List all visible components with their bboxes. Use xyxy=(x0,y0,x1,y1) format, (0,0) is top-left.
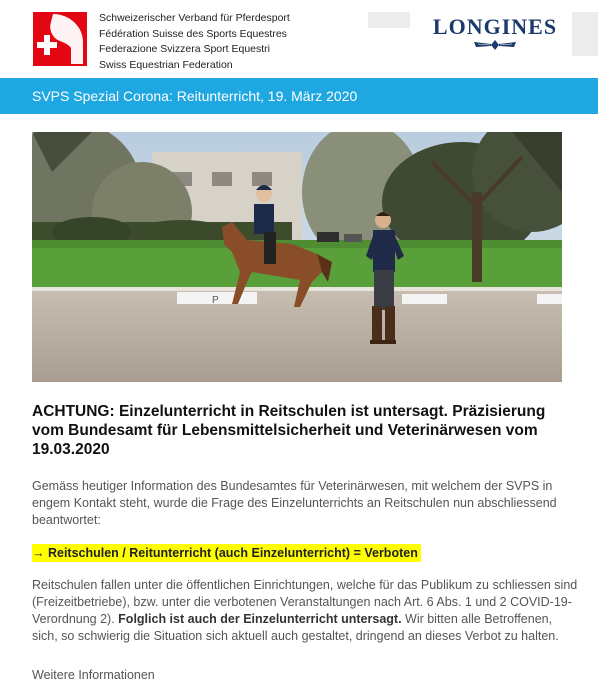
article-next-line: Weitere Informationen xyxy=(32,668,155,682)
federation-name-fr: Fédération Suisse des Sports Equestres xyxy=(99,27,287,40)
paragraph-2-start: Reitschulen fallen unter die öffentlichen Einrichtungen, welche für das Publikum zu schliessen sind (Freizeitbetriebe), bzw. unter die verbotenen Veranstaltungen nach Art. 6 Abs. 1 und 2 COVID-19-Verordnung 2). xyxy=(32,578,578,626)
federation-name-de: Schweizerischer Verband für Pferdesport xyxy=(99,12,290,24)
banner-title: SVPS Spezial Corona: Reitunterricht, 19. März 2020 xyxy=(32,88,358,104)
longines-logo[interactable] xyxy=(410,14,580,54)
svps-logo xyxy=(33,12,87,66)
highlighted-notice: → Reitschulen / Reitunterricht (auch Einzelunterricht) = Verboten xyxy=(32,544,421,562)
paragraph-2-bold: Folglich ist auch der Einzelunterricht untersagt. xyxy=(118,612,402,626)
article-headline: ACHTUNG: Einzelunterricht in Reitschulen ist untersagt. Präzisierung vom Bundesamt für Lebensmittelsicherheit und Veterinärwesen vom 19.03.2020 xyxy=(32,403,546,458)
federation-name-it: Federazione Svizzera Sport Equestri xyxy=(99,43,270,55)
sponsor-name: LONGINES xyxy=(432,14,558,39)
federation-names xyxy=(99,11,290,73)
header-decor-block xyxy=(368,12,410,28)
article-paragraph-1: Gemäss heutiger Information des Bundesamtes für Veterinärwesen, mit welchem der SVPS in engem Kontakt steht, wurde die Frage des Einzelunterrichts an Reitschulen nun abschliessend beantwortet: xyxy=(32,479,557,527)
federation-name-en: Swiss Equestrian Federation xyxy=(99,58,233,71)
winged-hourglass-icon xyxy=(472,38,518,52)
arena-letter-p: P xyxy=(212,295,219,306)
newsletter-banner xyxy=(0,78,598,114)
article-paragraph-2 xyxy=(32,577,580,645)
article-photo xyxy=(32,132,562,382)
paragraph-2-end: Wir bitten alle Betroffenen, sich, so schwierig die Situation sich aktuell auch gestaltet, dringend an dieses Verbot zu halten. xyxy=(32,612,559,643)
email-header xyxy=(0,0,598,78)
